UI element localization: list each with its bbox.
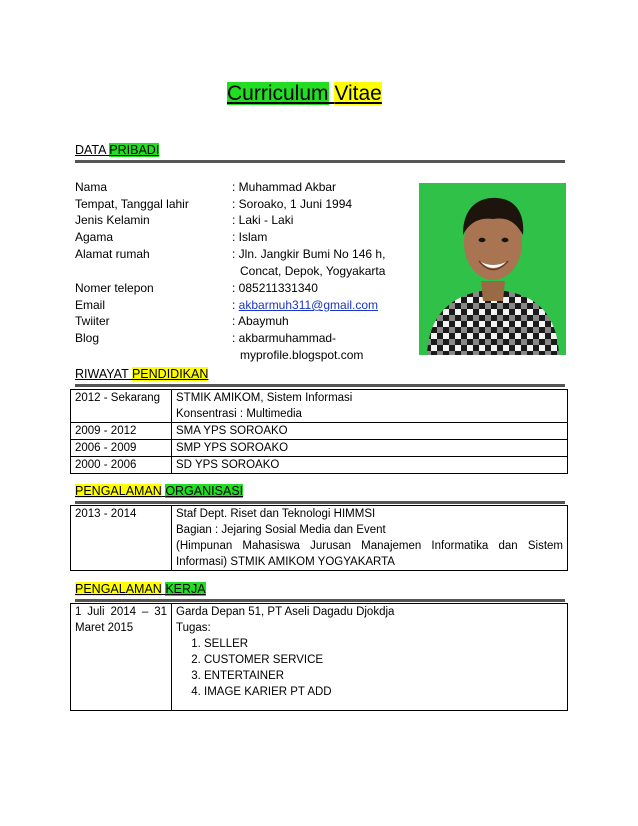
label-agama: Agama: [75, 230, 114, 244]
section-rule: [75, 599, 565, 602]
section-heading-organisasi: [75, 483, 243, 500]
label-nama: Nama: [75, 180, 108, 194]
heading-word-1: PENGALAMAN: [75, 484, 162, 498]
detail-cell: SMA YPS SOROAKO: [172, 423, 568, 440]
table-row: [71, 604, 568, 711]
detail-cell: SD YPS SOROAKO: [172, 457, 568, 474]
school-concentration: Konsentrasi : Multimedia: [176, 408, 302, 420]
label-blog: Blog: [75, 331, 100, 345]
job-company: Garda Depan 51, PT Aseli Dagadu Djokdja: [176, 606, 395, 618]
table-organisasi: [70, 505, 568, 571]
value-blog: : akbarmuhammad-: [232, 331, 337, 345]
heading-word-2: ORGANISASI: [165, 484, 244, 498]
table-row: [71, 390, 568, 423]
detail-cell: [172, 604, 568, 711]
period-cell: 1 Juli 2014 – 31 Maret 2015: [71, 604, 172, 711]
section-heading-kerja: [75, 581, 206, 598]
title-word-2: Vitae: [334, 82, 382, 105]
heading-word-2: PRIBADI: [109, 143, 160, 157]
value-telepon: : 085211331340: [232, 281, 318, 295]
label-telepon: Nomer telepon: [75, 281, 154, 295]
label-email: Email: [75, 298, 106, 312]
value-alamat: : Jln. Jangkir Bumi No 146 h,: [232, 247, 386, 261]
label-ttl: Tempat, Tanggal lahir: [75, 197, 189, 211]
label-jenis-kelamin: Jenis Kelamin: [75, 213, 150, 227]
email-link[interactable]: akbarmuh311@gmail.com: [238, 298, 379, 312]
period-cell: 2000 - 2006: [71, 457, 172, 474]
table-pendidikan: [70, 389, 568, 474]
table-row: [71, 506, 568, 571]
section-heading-pendidikan: [75, 366, 208, 383]
period-cell: 2012 - Sekarang: [71, 390, 172, 423]
list-item: 4. IMAGE KARIER PT ADD: [204, 684, 563, 700]
period-cell: 2009 - 2012: [71, 423, 172, 440]
value-email: [232, 297, 378, 314]
value-nama: : Muhammad Akbar: [232, 180, 337, 194]
heading-word-2: KERJA: [165, 582, 206, 596]
title-word-1: Curriculum: [227, 82, 329, 105]
task-list: [176, 636, 563, 700]
value-agama: : Islam: [232, 230, 268, 244]
cv-title: [227, 80, 382, 108]
value-jenis-kelamin: : Laki - Laki: [232, 213, 294, 227]
heading-word-2: PENDIDIKAN: [131, 367, 209, 381]
section-heading-data-pribadi: [75, 142, 159, 159]
school-name: STMIK AMIKOM, Sistem Informasi: [176, 392, 353, 404]
section-rule: [75, 501, 565, 504]
table-row: [71, 440, 568, 457]
label-twitter: Twiiter: [75, 314, 110, 328]
detail-cell: SMP YPS SOROAKO: [172, 440, 568, 457]
heading-word-1: DATA: [75, 143, 106, 157]
label-alamat: Alamat rumah: [75, 247, 150, 261]
detail-cell: [172, 506, 568, 571]
email-prefix: :: [232, 298, 239, 312]
org-position: Staf Dept. Riset dan Teknologi HIMMSI: [176, 508, 376, 520]
period-cell: 2013 - 2014: [71, 506, 172, 571]
value-twitter: : Abaymuh: [232, 314, 289, 328]
detail-cell: [172, 390, 568, 423]
table-kerja: [70, 603, 568, 711]
org-name: (Himpunan Mahasiswa Jurusan Manajemen Informatika dan Sistem Informasi) STMIK AMIKOM YOGYAKARTA: [176, 540, 563, 568]
section-rule: [75, 384, 565, 387]
period-cell: 2006 - 2009: [71, 440, 172, 457]
table-row: [71, 457, 568, 474]
heading-word-1: RIWAYAT: [75, 367, 129, 381]
value-ttl: : Soroako, 1 Juni 1994: [232, 197, 353, 211]
org-division: Bagian : Jejaring Sosial Media dan Event: [176, 524, 386, 536]
table-row: [71, 423, 568, 440]
job-tasks-label: Tugas:: [176, 622, 211, 634]
list-item: 1. SELLER: [204, 636, 563, 652]
list-item: 3. ENTERTAINER: [204, 668, 563, 684]
value-alamat-line2: Concat, Depok, Yogyakarta: [240, 264, 386, 278]
value-blog-line2: myprofile.blogspot.com: [240, 348, 364, 362]
profile-photo: [419, 183, 566, 355]
heading-word-1: PENGALAMAN: [75, 582, 162, 596]
list-item: 2. CUSTOMER SERVICE: [204, 652, 563, 668]
section-rule: [75, 160, 565, 163]
